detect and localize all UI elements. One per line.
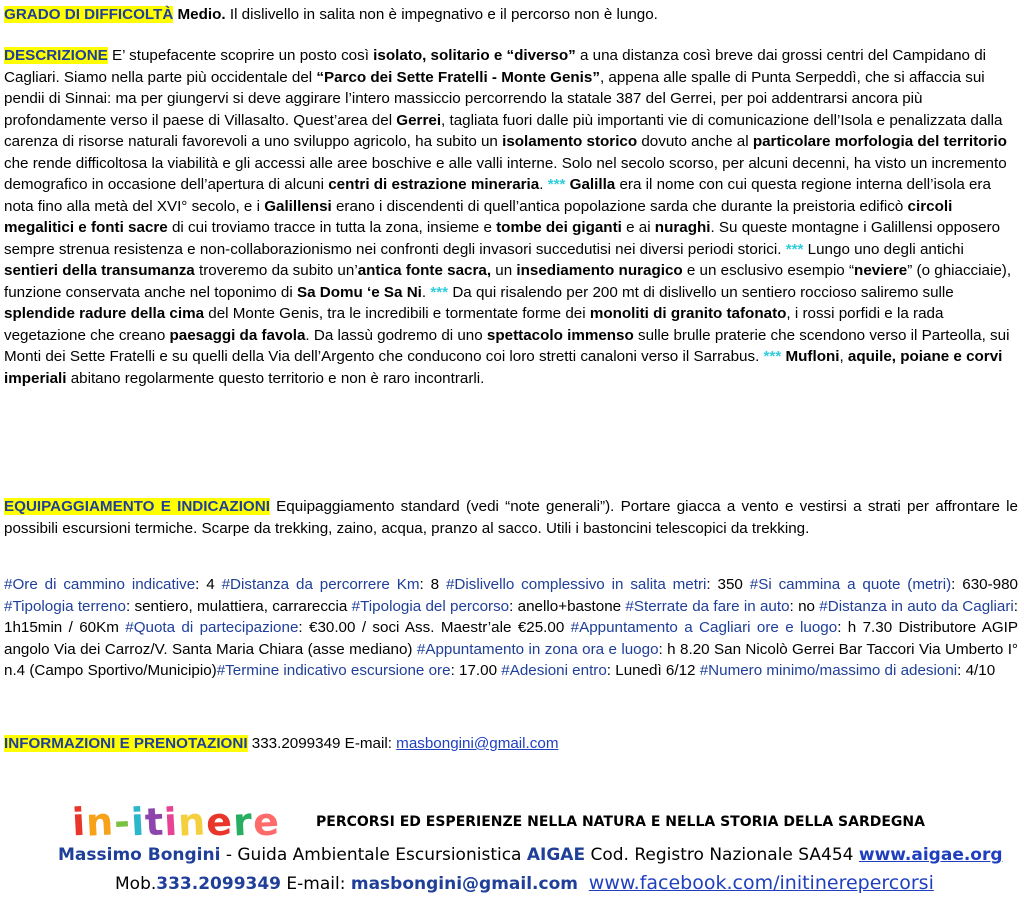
detail-value: Lunedì 6/12: [611, 662, 700, 679]
description-bold-phrase: Galillensi: [264, 197, 332, 215]
description-text: del Monte Genis, tra le incredibili e tormentate forme dei: [204, 305, 590, 322]
detail-colon: :: [509, 597, 514, 615]
detail-value: 8: [423, 576, 446, 593]
description-text: E’ stupefacente scoprire un posto così: [107, 47, 374, 64]
description-body: [4, 47, 1011, 387]
detail-colon: :: [419, 576, 424, 593]
description-text: , appena alle spalle di Punta Serpeddì, che si affaccia sui pendii di Sinnai: ma per giungervi si deve aggirare l’intero massiccio percorrendo la statale 387 del Gerrei, per poi addentrarsi ancora più profondamente verso il paese di Villasalto. Quest’area del: [4, 68, 985, 129]
detail-colon: :: [789, 597, 794, 615]
detail-value: 4/10: [961, 662, 996, 679]
detail-colon: :: [951, 576, 956, 593]
footer-name: Massimo Bongini: [58, 845, 221, 865]
footer-mob-label: Mob.: [115, 874, 157, 894]
detail-colon: :: [298, 619, 303, 636]
description-bold-phrase: circoli megalitici e fonti sacre: [4, 197, 953, 236]
detail-colon: :: [125, 597, 131, 615]
detail-colon: :: [957, 662, 962, 679]
description-bold-phrase: particolare morfologia del territorio: [752, 133, 1007, 150]
description-label: DESCRIZIONE: [4, 47, 108, 64]
description-text: ” (o ghiacciaie), funzione conservata anche nel toponimo di: [4, 262, 1012, 301]
footer-role: - Guida Ambientale Escursionistica: [220, 845, 527, 865]
detail-value: 4: [199, 576, 222, 593]
description-text: .: [539, 176, 548, 193]
description-text: abitano regolarmente questo territorio e non è raro incontrarli.: [66, 369, 485, 387]
detail-key: #Numero minimo/massimo di adesioni: [699, 662, 958, 679]
footer-guide-line: [58, 845, 1003, 865]
in-itinere-logo: [72, 800, 279, 844]
description-bold-phrase: splendide radure della cima: [4, 305, 205, 322]
description-text: , i rossi porfidi e la rada vegetazione che creano: [4, 305, 944, 344]
description-bold-phrase: centri di estrazione mineraria: [328, 176, 540, 193]
logo-letter: i: [162, 799, 180, 845]
equipment-label: EQUIPAGGIAMENTO E INDICAZIONI: [4, 498, 270, 515]
description-text: un: [491, 262, 517, 279]
description-text: sulle brulle praterie che scendono verso il Parteolla, sui Monti dei Sette Fratelli e su quelli della Via dell’Argento che conducono coi loro stretti canaloni verso il Sarrabus.: [4, 326, 1010, 365]
detail-key: #Distanza da percorrere Km: [221, 576, 420, 593]
description-bold-phrase: “Parco dei Sette Fratelli - Monte Genis”: [316, 68, 600, 86]
difficulty-value: Medio.: [177, 6, 226, 23]
detail-colon: :: [450, 662, 455, 679]
description-text: e un esclusivo esempio “: [682, 262, 855, 279]
detail-key: #Appuntamento in zona ora e luogo: [416, 640, 659, 658]
footer-contact-line: [115, 872, 934, 894]
detail-colon: :: [195, 576, 200, 593]
info-email-link[interactable]: masbongini@gmail.com: [396, 735, 559, 752]
description-separator: ***: [430, 283, 449, 301]
footer-email: masbongini@gmail.com: [350, 874, 578, 894]
description-text: . Da lassù godremo di uno: [305, 326, 487, 344]
logo-letter: i: [70, 799, 88, 845]
description-bold-phrase: Gerrei: [396, 111, 442, 129]
description-text: a una distanza così breve dai grossi centri del Campidano di Cagliari. Siamo nella parte più occidentale del: [4, 47, 987, 86]
description-text: troveremo da subito un’: [194, 262, 358, 279]
description-text: ,: [839, 348, 848, 365]
detail-key: #Quota di partecipazione: [125, 619, 299, 636]
description-bold-phrase: isolamento storico: [502, 133, 638, 150]
detail-value: 350: [710, 576, 750, 593]
detail-key: #Distanza in auto da Cagliari: [819, 597, 1014, 615]
details-section: [4, 574, 1018, 682]
detail-colon: :: [837, 619, 842, 636]
detail-value: €30.00 / soci Ass. Maestr’ale €25.00: [302, 619, 571, 636]
description-text: che rende difficoltosa la viabilità e gli accessi alle aree boschive e alle valli interne. Solo nel secolo scorso, per alcuni decenni, ha visto un incremento demografico in occasione dell’apertura di alcuni: [4, 154, 1007, 193]
detail-colon: :: [606, 662, 612, 679]
description-text: Da qui risalendo per 200 mt di dislivello un sentiero roccioso saliremo sulle: [448, 283, 954, 301]
info-section: [4, 733, 1018, 755]
description-bold-phrase: tombe dei giganti: [496, 219, 622, 236]
description-bold-phrase: Mufloni: [785, 348, 840, 365]
description-text: Lungo uno degli antichi: [803, 240, 964, 258]
equipment-text: Equipaggiamento standard (vedi “note generali”). Portare giacca a vento e vestirsi a strati per affrontare le possibili escursioni termiche. Scarpe da trekking, zaino, acqua, pranzo al sacco. Utili i bastoncini telescopici da trekking.: [4, 498, 1019, 537]
detail-key: #Tipologia del percorso: [351, 597, 510, 615]
description-bold-phrase: isolato, solitario e “diverso”: [373, 47, 576, 64]
detail-key: #Adesioni entro: [501, 662, 607, 679]
description-section: [4, 45, 1018, 389]
info-phone: 333.2099349 E-mail:: [247, 735, 397, 752]
difficulty-label: GRADO DI DIFFICOLTÀ: [4, 6, 174, 23]
footer-site-link[interactable]: www.aigae.org: [858, 845, 1003, 865]
difficulty-text: Il dislivello in salita non è impegnativo e il percorso non è lungo.: [225, 6, 658, 23]
detail-colon: :: [658, 640, 663, 658]
detail-key: #Sterrate da fare in auto: [625, 597, 790, 615]
description-bold-phrase: antica fonte sacra,: [357, 262, 492, 279]
description-bold-phrase: Sa Domu ‘e Sa Ni: [296, 283, 422, 301]
footer-mob: 333.2099349: [156, 874, 282, 894]
description-separator: ***: [785, 240, 804, 258]
detail-key: #Termine indicativo escursione ore: [216, 662, 451, 679]
description-bold-phrase: insediamento nuragico: [516, 262, 683, 279]
footer-reg: Cod. Registro Nazionale SA454: [585, 845, 859, 865]
description-text: e ai: [621, 219, 655, 236]
logo-letter: -: [112, 799, 133, 845]
footer-org: AIGAE: [526, 845, 586, 865]
detail-value: 17.00: [454, 662, 502, 679]
detail-key: #Si cammina a quote (metri): [749, 576, 952, 593]
detail-key: #Appuntamento a Cagliari ore e luogo: [570, 619, 838, 636]
difficulty-section: [4, 4, 1018, 26]
info-label: INFORMAZIONI E PRENOTAZIONI: [4, 735, 248, 752]
description-bold-phrase: paesaggi da favola: [169, 326, 306, 344]
description-bold-phrase: sentieri della transumanza: [4, 262, 195, 279]
detail-value: 630-980: [955, 576, 1018, 593]
logo-letter: t: [143, 799, 166, 845]
description-separator: ***: [547, 176, 566, 193]
logo-letter: n: [176, 799, 208, 845]
detail-value: anello+bastone: [513, 597, 626, 615]
equipment-section: [4, 496, 1018, 539]
description-text: . Su queste montagne i Galillensi opposero sempre strenua resistenza e non-collaborazionismo nei confronti degli invasori succedutisi nei diversi periodi storici.: [4, 219, 1001, 258]
description-bold-phrase: neviere: [854, 262, 908, 279]
description-bold-phrase: Galilla: [569, 176, 616, 193]
footer-facebook-link[interactable]: www.facebook.com/initinerepercorsi: [588, 872, 934, 894]
description-bold-phrase: spettacolo immenso: [486, 326, 634, 344]
description-text: .: [421, 283, 431, 301]
detail-value: 1h15min / 60Km: [4, 619, 126, 636]
detail-colon: :: [706, 576, 711, 593]
detail-key: #Ore di cammino indicative: [4, 576, 196, 593]
detail-value: no: [793, 597, 820, 615]
logo-letter: e: [251, 799, 281, 845]
logo-letter: r: [231, 799, 254, 845]
detail-value: h 7.30 Distributore AGIP angolo Via dei Carroz/V. Santa Maria Chiara (asse mediano): [4, 619, 1018, 658]
detail-colon: :: [1013, 597, 1019, 615]
logo-letter: n: [84, 799, 116, 845]
description-text: , tagliata fuori dalle più importanti vie di comunicazione dell’Isola e penalizzata dalla carenza di risorse naturali favorevoli a uno sviluppo agricolo, ha subito un: [4, 111, 1003, 150]
description-bold-phrase: monoliti di granito tafonato: [589, 305, 787, 322]
footer-email-label: E-mail:: [281, 874, 351, 894]
description-text: di cui troviamo tracce in tutta la zona, insieme e: [167, 219, 497, 236]
detail-key: #Dislivello complessivo in salita metri: [445, 576, 707, 593]
description-text: era il nome con cui questa regione interna dell’isola era nota fino alla metà del XVI° secolo, e i: [4, 176, 991, 215]
description-separator: ***: [763, 348, 782, 365]
description-bold-phrase: aquile, poiane e corvi imperiali: [4, 348, 1003, 387]
footer-tagline: PERCORSI ED ESPERIENZE NELLA NATURA E NELLA STORIA DELLA SARDEGNA: [316, 814, 925, 830]
description-text: dovuto anche al: [637, 133, 753, 150]
description-bold-phrase: nuraghi: [654, 219, 711, 236]
description-text: erano i discendenti di quell’antica popolazione sarda che durante la preistoria edificò: [331, 197, 908, 215]
logo-letter: i: [129, 799, 147, 845]
logo-letter: e: [205, 799, 235, 845]
detail-value: sentiero, mulattiera, carrareccia: [130, 597, 352, 615]
detail-value: h 8.20 San Nicolò Gerrei Bar Taccori Via Umberto I° n.4 (Campo Sportivo/Municipio): [4, 640, 1018, 679]
detail-key: #Tipologia terreno: [4, 597, 126, 615]
